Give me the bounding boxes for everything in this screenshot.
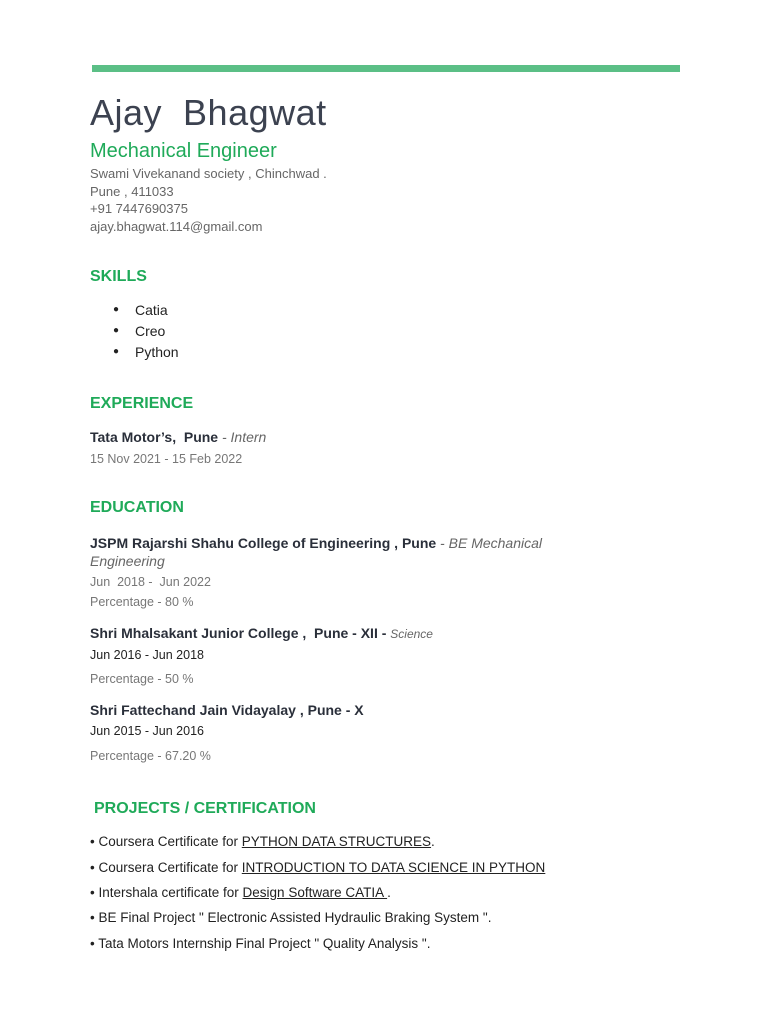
education-dates: Jun 2016 - Jun 2018 [90,648,204,662]
project-text-end: . [431,834,435,849]
project-item [90,910,491,925]
certificate-link[interactable]: PYTHON DATA STRUCTURES [241,834,432,849]
certificate-link[interactable]: INTRODUCTION TO DATA SCIENCE IN PYTHON [241,860,546,875]
project-text-end: . [387,885,391,900]
education-dates: Jun 2018 - Jun 2022 [90,575,211,589]
experience-dates: 15 Nov 2021 - 15 Feb 2022 [90,452,243,466]
header-accent-bar [92,65,680,72]
separator: - [436,535,449,551]
skills-list [113,300,179,362]
phone-number: +91 7447690375 [90,201,188,217]
skill-label: Python [135,343,179,360]
project-text: • Tata Motors Internship Final Project " Quality Analysis ". [90,936,431,951]
address-line-2: Pune , 411033 [90,183,174,199]
project-text: • Coursera Certificate for [90,860,242,875]
skill-label: Creo [135,322,166,339]
school-name: JSPM Rajarshi Shahu College of Engineering , Pune [90,535,437,551]
project-item [90,860,545,875]
education-percentage: Percentage - 67.20 % [90,749,211,763]
bullet-icon: ● [113,324,120,336]
skill-item [113,342,179,363]
project-text: • Coursera Certificate for [90,834,242,849]
company-name: Tata Motor’s, Pune [90,429,219,445]
project-item [90,834,435,849]
job-title: Mechanical Engineer [90,140,277,162]
skill-label: Catia [135,302,168,318]
education-entry-2 [90,625,433,641]
experience-role: Intern [230,429,267,445]
experience-heading: EXPERIENCE [90,395,194,412]
education-entry-1 [90,535,542,551]
candidate-name: Ajay Bhagwat [90,92,327,133]
project-item [90,936,430,951]
degree-name: Science [390,627,433,641]
education-heading: EDUCATION [90,499,184,516]
project-text: • BE Final Project " Electronic Assisted Hydraulic Braking System ". [90,910,492,925]
skills-heading: SKILLS [90,268,147,285]
projects-heading: PROJECTS / CERTIFICATION [94,800,316,817]
email-address: ajay.bhagwat.114@gmail.com [90,218,263,234]
school-name: Shri Mhalsakant Junior College , Pune - XII - [90,625,391,641]
skill-item [113,321,179,342]
skill-item [113,300,179,321]
bullet-icon: ● [113,304,120,315]
education-percentage: Percentage - 80 % [90,595,194,609]
education-percentage: Percentage - 50 % [90,672,194,686]
project-item [90,885,391,900]
degree-name: BE Mechanical [448,535,543,551]
certificate-link[interactable]: Design Software CATIA [242,885,388,900]
school-name: Shri Fattechand Jain Vidayalay , Pune - X [90,702,364,718]
bullet-icon: ● [113,345,120,357]
education-dates: Jun 2015 - Jun 2016 [90,724,204,738]
project-text: • Intershala certificate for [90,885,243,900]
degree-name-continued: Engineering [90,553,165,569]
contact-block [90,165,327,235]
address-line-1: Swami Vivekanand society , Chinchwad . [90,166,327,181]
separator: - [218,429,231,445]
experience-entry [90,429,266,445]
education-entry-3 [90,702,364,718]
